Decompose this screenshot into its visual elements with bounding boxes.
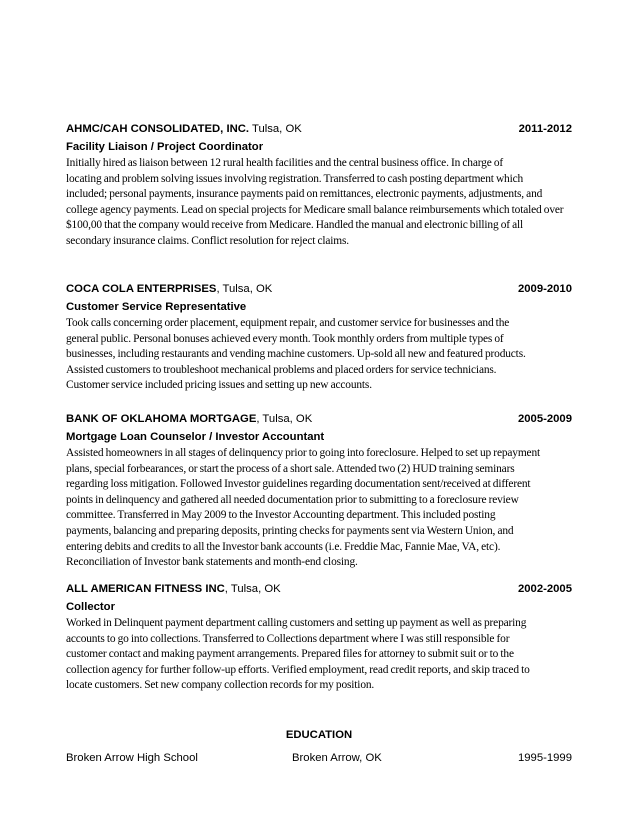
description-line: secondary insurance claims. Conflict resolution for reject claims. — [66, 234, 349, 247]
job-entry-bank-of-oklahoma — [66, 411, 572, 571]
job-title: Facility Liaison / Project Coordinator — [66, 141, 264, 153]
school-years: 1995-1999 — [517, 752, 572, 764]
description-line: college agency payments. Lead on special projects for Medicare small balance reimbursements which totaled over — [66, 203, 564, 216]
job-title: Mortgage Loan Counselor / Investor Accountant — [66, 431, 325, 443]
job-description — [66, 316, 572, 394]
description-line: plans, special forbearances, or start the process of a short sale. Attended two (2) HUD training seminars — [66, 462, 515, 475]
school-name: Broken Arrow High School — [66, 752, 198, 764]
description-line: Reconciliation of Investor bank statements and month-end closing. — [66, 556, 358, 569]
job-title: Customer Service Representative — [66, 301, 247, 313]
description-line: locate customers. Set new company collection records for my position. — [66, 679, 375, 692]
job-header — [66, 281, 572, 298]
school-location: Broken Arrow, OK — [292, 752, 382, 764]
description-line: Assisted customers to troubleshoot mechanical problems and placed orders for service technicians. — [66, 363, 497, 376]
description-line: regarding loss mitigation. Followed Investor guidelines regarding documentation sent/received at different — [66, 478, 531, 491]
job-title: Collector — [66, 601, 115, 613]
description-line: businesses, including restaurants and vending machine customers. Up-sold all new and featured products. — [66, 348, 526, 361]
description-line: included; personal payments, insurance payments paid on remittances, electronic payments, adjustments, and — [66, 188, 543, 201]
job-header — [66, 411, 572, 428]
description-line: points in delinquency and gathered all needed documentation prior to submitting to a foreclosure review — [66, 493, 519, 506]
job-dates: 2005-2009 — [517, 413, 572, 425]
description-line: entering debits and credits to all the Investor bank accounts (i.e. Freddie Mac, Fannie Mae, VA, etc). — [66, 540, 501, 553]
job-location: , Tulsa, OK — [224, 583, 281, 595]
job-dates: 2011-2012 — [518, 123, 572, 135]
description-line: Worked in Delinquent payment department calling customers and setting up payment as well as preparing — [66, 617, 527, 629]
job-description — [66, 156, 572, 250]
job-entry-all-american-fitness — [66, 581, 572, 694]
job-dates: 2009-2010 — [517, 283, 572, 295]
job-header — [66, 581, 572, 598]
education-row — [66, 750, 572, 766]
description-line: locating and problem solving issues involving registration. Transferred to cash posting department which — [66, 172, 524, 185]
job-description — [66, 616, 572, 694]
job-location: , Tulsa, OK — [256, 413, 313, 425]
description-line: general public. Personal bonuses achieved every month. Took monthly orders from multiple types of — [66, 332, 504, 345]
description-line: Assisted homeowners in all stages of delinquency prior to going into foreclosure. Helped to set up repayment — [66, 447, 541, 459]
description-line: $100,00 that the company would receive from Medicare. Handled the manual and electronic billing of all — [66, 219, 524, 232]
job-entry-ahmc — [66, 121, 572, 250]
company-name: COCA COLA ENTERPRISES — [66, 283, 217, 295]
job-location: Tulsa, OK — [249, 123, 302, 135]
description-line: collection agency for further follow-up efforts. Verified employment, read credit reports, and skip traced to — [66, 663, 530, 676]
job-description — [66, 446, 572, 571]
description-line: Took calls concerning order placement, equipment repair, and customer service for businesses and the — [66, 317, 510, 329]
job-dates: 2002-2005 — [517, 583, 572, 595]
description-line: Initially hired as liaison between 12 rural health facilities and the central business office. In charge of — [66, 157, 504, 169]
description-line: committee. Transferred in May 2009 to the Investor Accounting department. This included posting — [66, 509, 496, 522]
education-heading: EDUCATION — [285, 729, 353, 741]
job-entry-coca-cola — [66, 281, 572, 394]
description-line: accounts to go into collections. Transferred to Collections department where I was still responsible for — [66, 632, 510, 645]
description-line: payments, balancing and preparing deposits, printing checks for payments sent via Western Union, and — [66, 524, 514, 537]
company-name: BANK OF OKLAHOMA MORTGAGE — [66, 413, 257, 425]
description-line: customer contact and making payment arrangements. Prepared files for attorney to submit suit or to the — [66, 648, 514, 661]
company-name: AHMC/CAH CONSOLIDATED, INC. — [66, 123, 250, 135]
description-line: Customer service included pricing issues and setting up new accounts. — [66, 379, 372, 392]
job-header — [66, 121, 572, 138]
job-location: , Tulsa, OK — [216, 283, 273, 295]
company-name: ALL AMERICAN FITNESS INC — [66, 583, 225, 595]
